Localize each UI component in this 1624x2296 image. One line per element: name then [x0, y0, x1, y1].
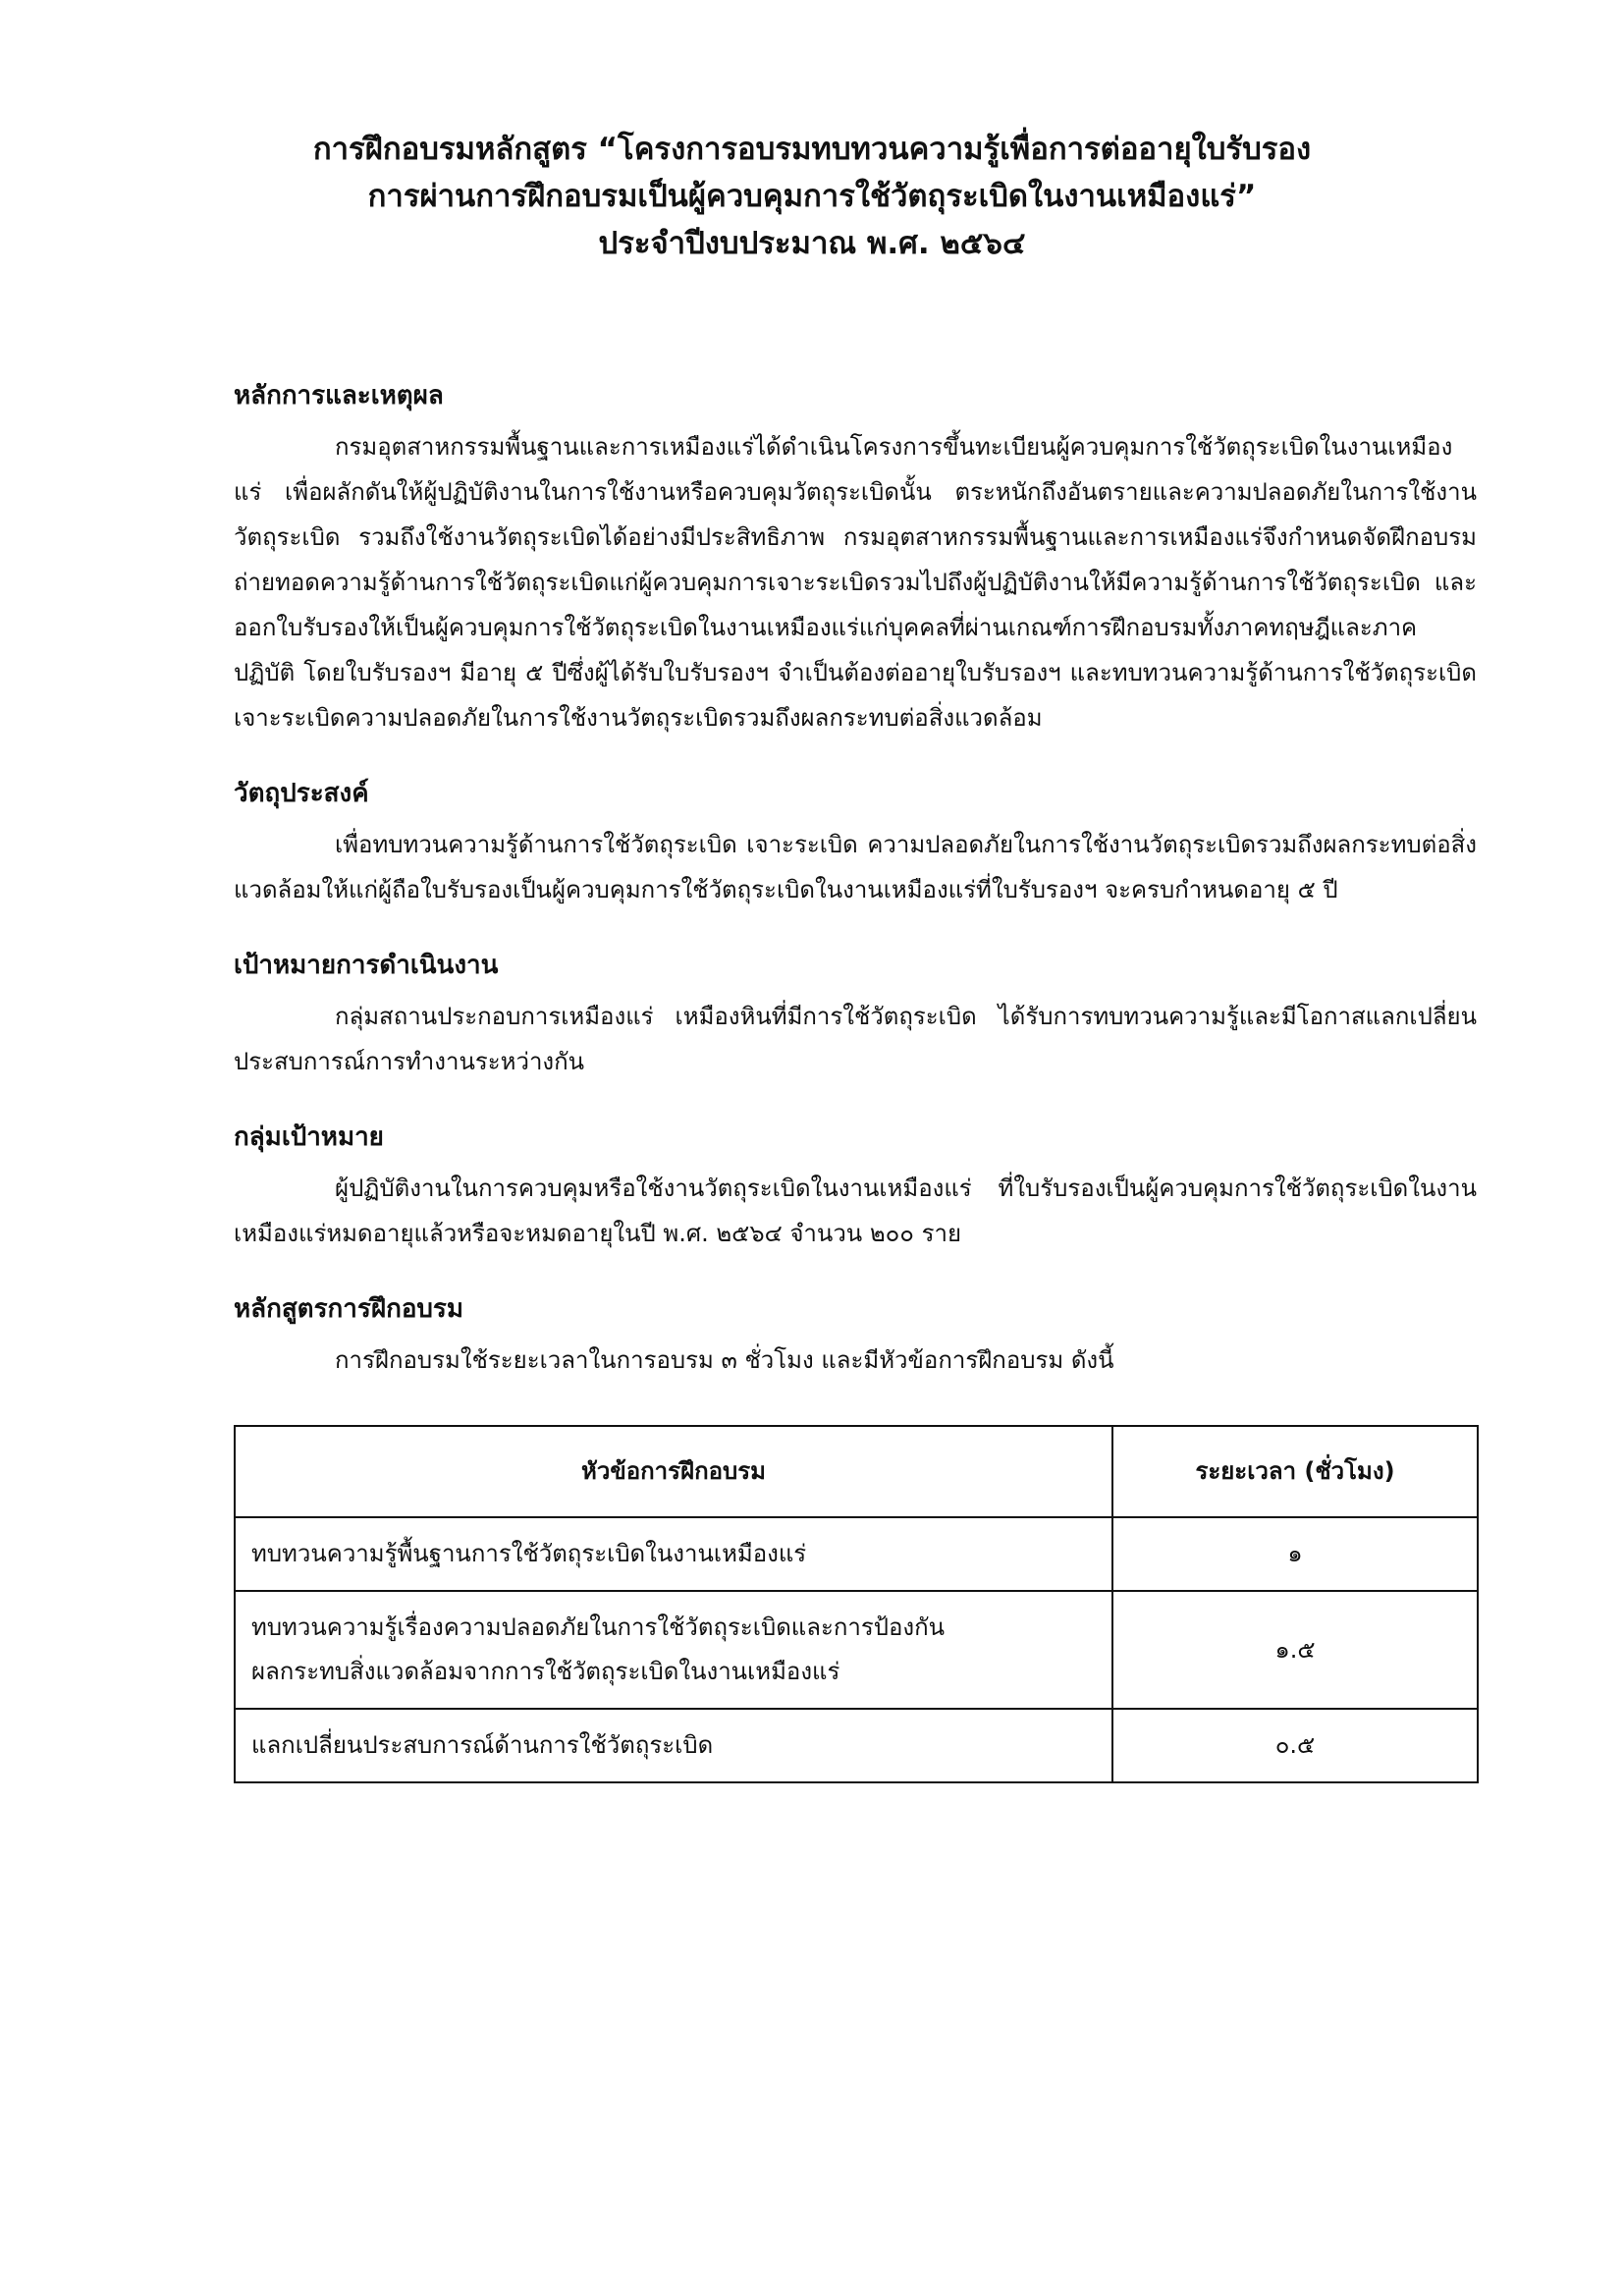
objective-paragraph: เพื่อทบทวนความรู้ด้านการใช้วัตถุระเบิด เจาะระเบิด ความปลอดภัยในการใช้งานวัตถุระเบิดรวมถึงผลกระทบต่อสิ่งแวดล้อมให้แก่ผู้ถือใบรับรองเป็นผู้ควบคุมการใช้วัตถุระเบิดในงานเหมืองแร่ที่ใบรับรองฯ จะครบกำหนดอายุ ๕ ปี [234, 831, 1477, 903]
table-cell-topic [235, 1517, 1112, 1591]
section-goal [234, 943, 1477, 1084]
objective-heading: วัตถุประสงค์ [234, 779, 369, 808]
target-group-heading: กลุ่มเป้าหมาย [234, 1122, 384, 1152]
topic-line: ทบทวนความรู้เรื่องความปลอดภัยในการใช้วัตถุระเบิดและการป้องกัน [251, 1613, 946, 1641]
topic-line: แลกเปลี่ยนประสบการณ์ด้านการใช้วัตถุระเบิด [251, 1731, 714, 1759]
table-row [235, 1709, 1478, 1782]
section-rationale [234, 373, 1477, 740]
rationale-heading: หลักการและเหตุผล [234, 381, 444, 410]
table-cell-topic [235, 1591, 1112, 1709]
table-row [235, 1591, 1478, 1709]
rationale-paragraph: กรมอุตสาหกรรมพื้นฐานและการเหมืองแร่ได้ดำเนินโครงการขึ้นทะเบียนผู้ควบคุมการใช้วัตถุระเบิดในงานเหมืองแร่ เพื่อผลักดันให้ผู้ปฏิบัติงานในการใช้งานหรือควบคุมวัตถุระเบิดนั้น ตระหนักถึงอันตรายและความปลอดภัยในการใช้งานวัตถุระเบิด รวมถึงใช้งานวัตถุระเบิดได้อย่างมีประสิทธิภาพ กรมอุตสาหกรรมพื้นฐานและการเหมืองแร่จึงกำหนดจัดฝึกอบรมถ่ายทอดความรู้ด้านการใช้วัตถุระเบิดแก่ผู้ควบคุมการเจาะระเบิดรวมไปถึงผู้ปฏิบัติงานให้มีความรู้ด้านการใช้วัตถุระเบิด และออกใบรับรองให้เป็นผู้ควบคุมการใช้วัตถุระเบิดในงานเหมืองแร่แก่บุคคลที่ผ่านเกณฑ์การฝึกอบรมทั้งภาคทฤษฎีและภาคปฏิบัติ โดยใบรับรองฯ มีอายุ ๕ ปีซึ่งผู้ได้รับใบรับรองฯ จำเป็นต้องต่ออายุใบรับรองฯ และทบทวนความรู้ด้านการใช้วัตถุระเบิด เจาะระเบิดความปลอดภัยในการใช้งานวัตถุระเบิดรวมถึงผลกระทบต่อสิ่งแวดล้อม [234, 433, 1477, 732]
topic-line: ผลกระทบสิ่งแวดล้อมจากการใช้วัตถุระเบิดในงานเหมืองแร่ [251, 1658, 840, 1685]
goal-heading: เป้าหมายการดำเนินงาน [234, 951, 499, 980]
goal-paragraph: กลุ่มสถานประกอบการเหมืองแร่ เหมืองหินที่มีการใช้วัตถุระเบิด ได้รับการทบทวนความรู้และมีโอกาสแลกเปลี่ยนประสบการณ์การทำงานระหว่างกัน [234, 1003, 1477, 1075]
table-cell-topic [235, 1709, 1112, 1782]
curriculum-heading: หลักสูตรการฝึกอบรม [234, 1294, 464, 1324]
hours-column-header: ระยะเวลา (ชั่วโมง) [1112, 1426, 1478, 1517]
table-cell-hours: ๑.๕ [1112, 1591, 1478, 1709]
table-row [235, 1517, 1478, 1591]
table-cell-hours: ๑ [1112, 1517, 1478, 1591]
document-body [234, 373, 1477, 1814]
curriculum-paragraph: การฝึกอบรมใช้ระยะเวลาในการอบรม ๓ ชั่วโมง และมีหัวข้อการฝึกอบรม ดังนี้ [335, 1346, 1114, 1374]
document-title [196, 126, 1428, 267]
title-line-3: ประจำปีงบประมาณ พ.ศ. ๒๕๖๔ [598, 226, 1026, 261]
title-line-2: การผ่านการฝึกอบรมเป็นผู้ควบคุมการใช้วัตถุระเบิดในงานเหมืองแร่” [367, 179, 1257, 214]
topic-column-header: หัวข้อการฝึกอบรม [235, 1426, 1112, 1517]
section-curriculum [234, 1286, 1477, 1783]
section-target-group [234, 1115, 1477, 1256]
course-table [234, 1425, 1479, 1783]
topic-line: ทบทวนความรู้พื้นฐานการใช้วัตถุระเบิดในงานเหมืองแร่ [251, 1540, 807, 1567]
section-objective [234, 771, 1477, 912]
target-group-paragraph: ผู้ปฏิบัติงานในการควบคุมหรือใช้งานวัตถุระเบิดในงานเหมืองแร่ ที่ใบรับรองเป็นผู้ควบคุมการใช้วัตถุระเบิดในงานเหมืองแร่หมดอายุแล้วหรือจะหมดอายุในปี พ.ศ. ๒๕๖๔ จำนวน ๒๐๐ ราย [234, 1175, 1477, 1247]
table-header-row [235, 1426, 1478, 1517]
table-cell-hours: ๐.๕ [1112, 1709, 1478, 1782]
title-line-1: การฝึกอบรมหลักสูตร “โครงการอบรมทบทวนความรู้เพื่อการต่ออายุใบรับรอง [312, 132, 1312, 167]
